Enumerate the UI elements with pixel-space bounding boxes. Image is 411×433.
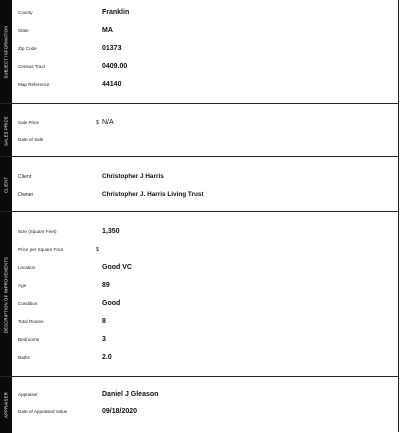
field-label: Map Reference xyxy=(18,82,50,87)
section-title: CLIENT xyxy=(3,176,9,193)
field-label: State xyxy=(18,28,29,33)
field-value: N/A xyxy=(102,119,114,126)
field-label: Total Rooms xyxy=(18,319,44,324)
field-value: 3 xyxy=(102,336,106,343)
field-row-date-of-sale xyxy=(0,135,398,149)
currency-symbol: $ xyxy=(96,120,99,126)
field-label: Sale Price xyxy=(18,120,39,125)
field-row-size-square-feet xyxy=(0,227,398,241)
section-appraiser xyxy=(0,376,398,433)
field-value: 44140 xyxy=(102,81,122,88)
section-title: APPRAISER xyxy=(3,392,9,418)
field-row-total-rooms xyxy=(0,317,398,331)
field-row-state xyxy=(0,26,398,40)
field-label: Baths xyxy=(18,355,30,360)
field-row-zip-code xyxy=(0,44,398,58)
field-row-owner xyxy=(0,190,398,204)
field-label: Date of Sale xyxy=(18,137,44,142)
field-row-price-per-square-foot xyxy=(0,245,398,259)
field-row-date-of-appraised-value xyxy=(0,407,398,421)
field-value: 09/18/2020 xyxy=(102,408,138,415)
field-value: Daniel J Gleason xyxy=(102,391,159,398)
field-row-appraiser xyxy=(0,390,398,404)
field-label: Age xyxy=(18,283,27,288)
field-row-baths xyxy=(0,353,398,367)
field-row-map-reference xyxy=(0,80,398,94)
section-client xyxy=(0,156,398,212)
field-value: 0409.00 xyxy=(102,63,128,70)
field-row-condition xyxy=(0,299,398,313)
currency-symbol: $ xyxy=(96,247,99,253)
section-title: SUBJECT INFORMATION xyxy=(3,25,9,78)
field-row-bedrooms xyxy=(0,335,398,349)
field-value: MA xyxy=(102,27,113,34)
field-row-county xyxy=(0,8,398,22)
field-value: Good xyxy=(102,300,121,307)
field-value: 8 xyxy=(102,318,106,325)
field-row-age xyxy=(0,281,398,295)
field-label: Zip Code xyxy=(18,46,37,51)
field-value: 89 xyxy=(102,282,110,289)
field-value: Franklin xyxy=(102,9,130,16)
field-label: Appraiser xyxy=(18,392,38,397)
section-title: SALES PRICE xyxy=(3,115,9,146)
field-value: 1,350 xyxy=(102,228,120,235)
field-value: Christopher J. Harris Living Trust xyxy=(102,191,204,198)
section-subject-information xyxy=(0,0,398,103)
field-value: 2.0 xyxy=(102,354,112,361)
field-value: Good VC xyxy=(102,264,132,271)
section-description-of-improvements xyxy=(0,211,398,377)
field-value: Christopher J Harris xyxy=(102,173,164,180)
field-row-sale-price xyxy=(0,118,398,132)
field-label: Size (Square Feet) xyxy=(18,229,57,234)
field-label: Date of Appraised Value xyxy=(18,409,68,414)
field-label: Location xyxy=(18,265,36,270)
field-label: Price per Square Foot xyxy=(18,247,63,252)
section-side-bar xyxy=(0,377,12,433)
field-label: County xyxy=(18,10,33,15)
field-label: Client xyxy=(18,174,32,180)
field-label: Condition xyxy=(18,301,38,306)
field-row-location xyxy=(0,263,398,277)
field-label: Bedrooms xyxy=(18,337,39,342)
section-title: DESCRIPTION OF IMPROVEMENTS xyxy=(3,256,9,333)
section-sales-price xyxy=(0,103,398,157)
field-row-census-tract xyxy=(0,62,398,76)
field-value: 01373 xyxy=(102,45,122,52)
field-row-client xyxy=(0,172,398,186)
field-label: Census Tract xyxy=(18,64,46,69)
field-label: Owner xyxy=(18,192,34,198)
